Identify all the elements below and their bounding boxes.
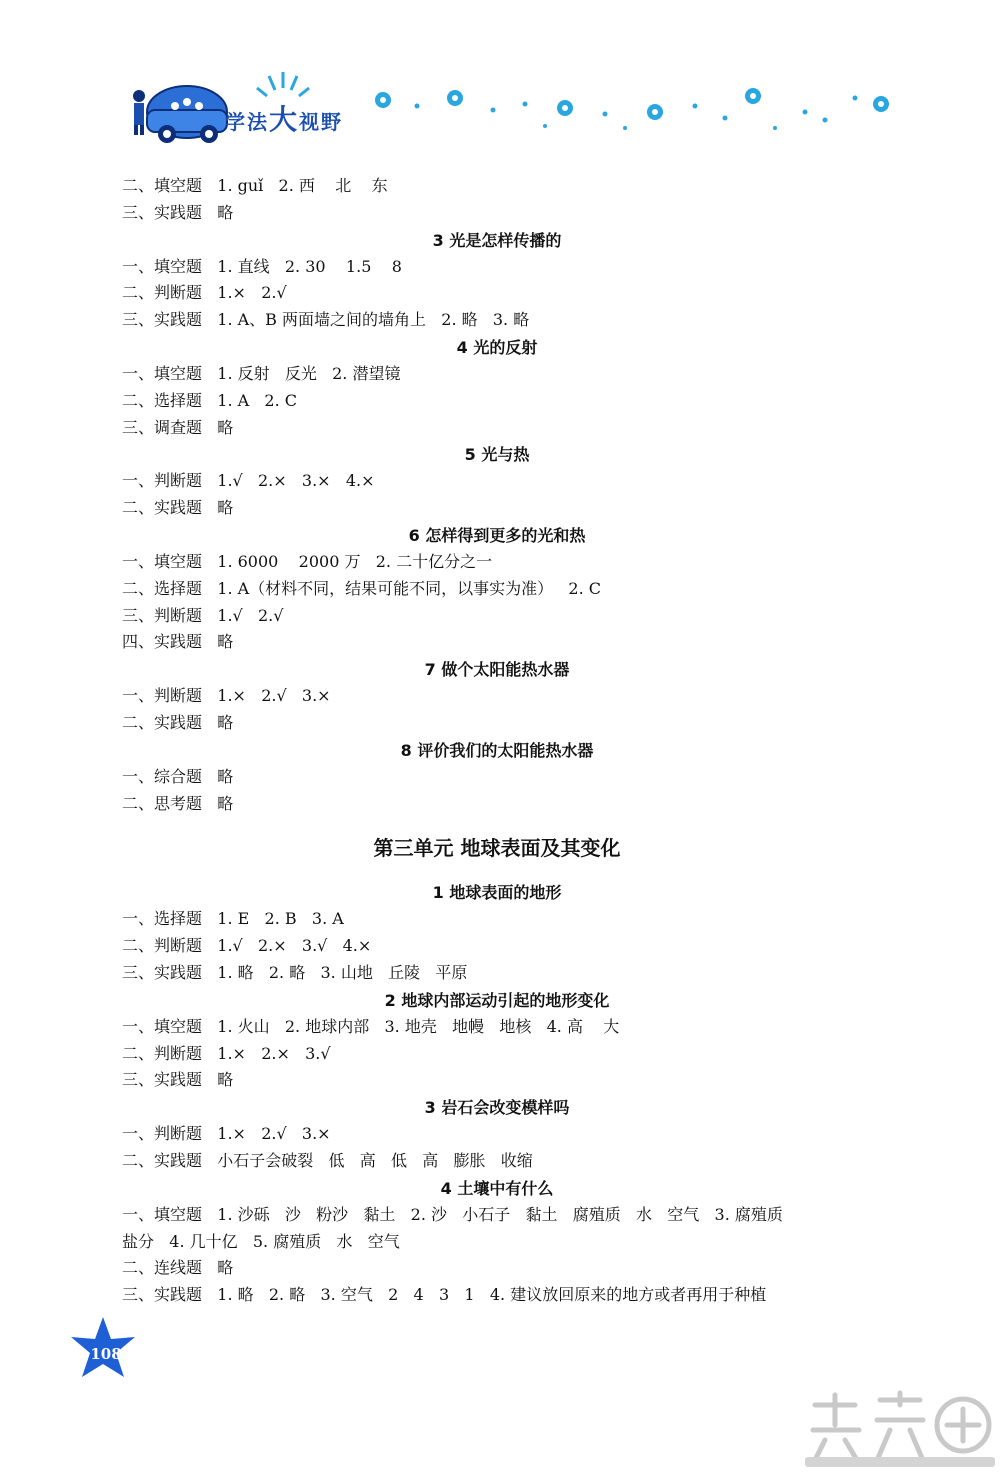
section-title: 4 土壤中有什么: [440, 1178, 554, 1198]
section-title: 3 岩石会改变模样吗: [424, 1098, 570, 1118]
answer-line: 二、实践题 小石子会破裂 低 高 低 高 膨胀 收缩: [122, 1150, 533, 1170]
answer-line: 一、选择题 1. E 2. B 3. A: [122, 909, 344, 929]
answer-line: 三、实践题 1. A、B 两面墙之间的墙角上 2. 略 3. 略: [122, 310, 530, 330]
answer-line: 一、综合题 略: [122, 766, 234, 786]
brand-big-char: 大: [269, 103, 300, 136]
answer-line: 一、填空题 1. 火山 2. 地球内部 3. 地壳 地幔 地核 4. 高 大: [122, 1016, 620, 1036]
unit-title: 第三单元 地球表面及其变化: [373, 836, 621, 861]
answer-line: 一、填空题 1. 6000 2000 万 2. 二十亿分之一: [122, 551, 493, 571]
answer-line: 一、填空题 1. 沙砾 沙 粉沙 黏土 2. 沙 小石子 黏土 腐殖质 水 空气 3. 腐殖质: [122, 1204, 783, 1224]
section-title: 6 怎样得到更多的光和热: [408, 525, 586, 545]
watermark-logo: [795, 1385, 1000, 1470]
sun-rays-icon: [257, 72, 309, 96]
section-title: 2 地球内部运动引起的地形变化: [384, 990, 610, 1010]
section-title: 8 评价我们的太阳能热水器: [400, 740, 594, 760]
answer-line: 二、判断题 1.× 2.√: [122, 283, 287, 303]
section-title: 3 光是怎样传播的: [432, 230, 562, 250]
answer-line: 三、实践题 1. 略 2. 略 3. 山地 丘陵 平原: [122, 962, 468, 982]
section-title: 7 做个太阳能热水器: [424, 660, 570, 680]
page-header: [125, 70, 905, 160]
answer-line: 三、调查题 略: [122, 417, 234, 437]
answer-line: 二、选择题 1. A 2. C: [122, 390, 298, 410]
answer-line: 二、实践题 略: [122, 498, 234, 518]
answer-line: 四、实践题 略: [122, 632, 234, 652]
child-figure-icon: [133, 90, 145, 135]
answer-line: 一、判断题 1.× 2.√ 3.×: [122, 686, 331, 706]
answer-line: 三、实践题 1. 略 2. 略 3. 空气 2 4 3 1 4. 建议放回原来的地方或者再用于种植: [122, 1285, 767, 1305]
brand-title: [225, 98, 343, 138]
brand-prefix: 学法: [225, 110, 269, 134]
answer-line: 三、判断题 1.√ 2.√: [122, 605, 284, 625]
answer-line-continued: 盐分 4. 几十亿 5. 腐殖质 水 空气: [122, 1231, 400, 1251]
section-title: 5 光与热: [464, 445, 530, 465]
answer-line: 三、实践题 略: [122, 1070, 234, 1090]
answer-line: 二、判断题 1.× 2.× 3.√: [122, 1043, 331, 1063]
car-icon: [147, 86, 227, 143]
answer-line: 二、填空题 1. guǐ 2. 西 北 东: [122, 176, 388, 195]
answer-line: 一、填空题 1. 反射 反光 2. 潜望镜: [122, 363, 401, 383]
answer-line: 二、判断题 1.√ 2.× 3.√ 4.×: [122, 936, 372, 956]
answer-line: 三、实践题 略: [122, 202, 234, 222]
answer-line: 二、思考题 略: [122, 793, 234, 813]
answer-line: 二、实践题 略: [122, 712, 234, 732]
answer-line: 二、选择题 1. A（材料不同，结果可能不同，以事实为准） 2. C: [122, 578, 602, 598]
brand-suffix: 视野: [299, 110, 344, 134]
answer-line: 一、填空题 1. 直线 2. 30 1.5 8: [122, 256, 402, 276]
answer-line: 一、判断题 1.× 2.√ 3.×: [122, 1124, 331, 1144]
star-trail-icon: [375, 88, 889, 130]
answer-line: 一、判断题 1.√ 2.× 3.× 4.×: [122, 471, 375, 491]
section-title: 4 光的反射: [456, 337, 538, 357]
section-title: 1 地球表面的地形: [432, 883, 562, 903]
page-number: 108: [90, 1345, 122, 1363]
answer-content: [122, 173, 902, 1309]
answer-line: 二、连线题 略: [122, 1258, 234, 1278]
